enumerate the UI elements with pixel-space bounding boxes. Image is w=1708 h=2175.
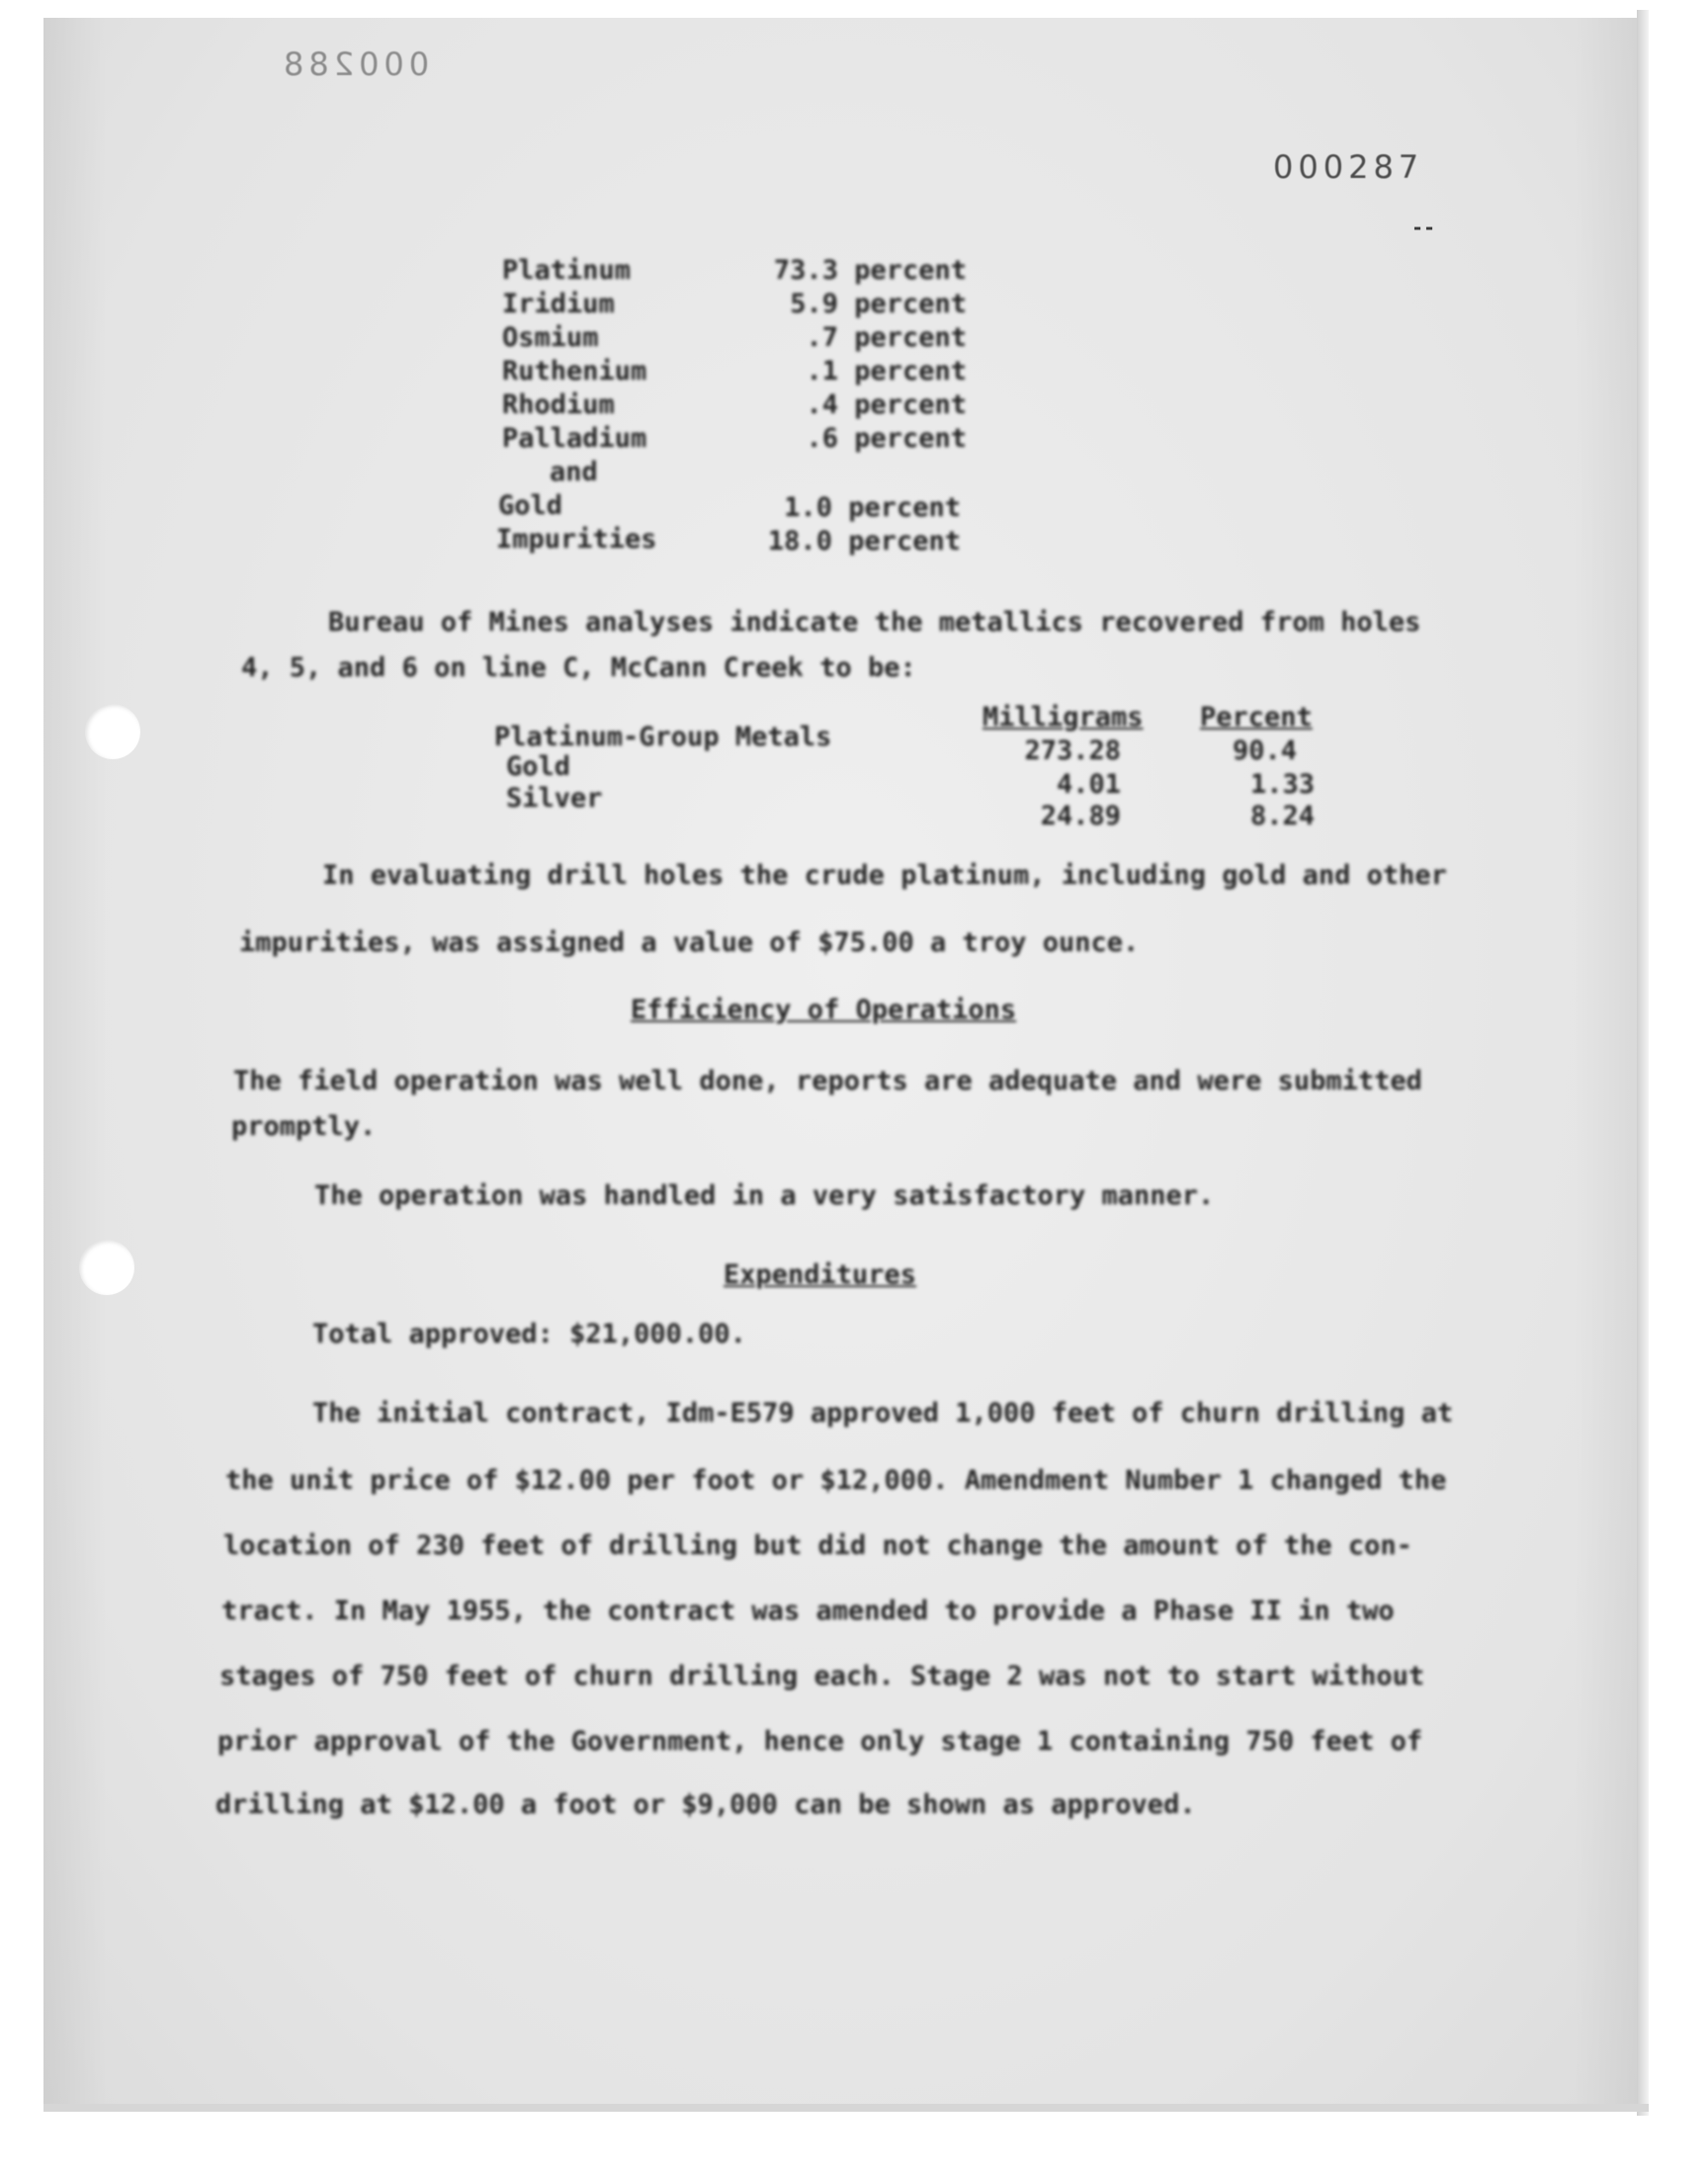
metal-name: Palladium — [502, 423, 647, 454]
table-cell-percent: 8.24 — [1249, 801, 1315, 831]
table-cell-milligrams: 24.89 — [1040, 801, 1121, 831]
expenditures-line: The initial contract, Idm-E579 approved 1,000 feet of churn drilling at — [312, 1398, 1454, 1429]
expenditures-line: location of 230 feet of drilling but did not change the amount of the con- — [223, 1530, 1412, 1561]
table-row-label: Silver — [506, 783, 603, 814]
table-cell-percent: 1.33 — [1249, 769, 1315, 800]
metal-name: Iridium — [502, 289, 615, 319]
metal-name: Gold — [498, 490, 563, 521]
evaluation-paragraph-line: In evaluating drill holes the crude platinum, including gold and other — [322, 860, 1447, 891]
table-row-label: Gold — [506, 751, 571, 782]
efficiency-paragraph-line: promptly. — [231, 1111, 377, 1142]
metal-percent: .1 percent — [806, 356, 967, 387]
expenditures-line: drilling at $12.00 a foot or $9,000 can be shown as approved. — [215, 1789, 1196, 1820]
expenditures-line: prior approval of the Government, hence only stage 1 containing 750 feet of — [217, 1726, 1423, 1757]
metal-name: Ruthenium — [502, 356, 647, 387]
metal-percent: .7 percent — [806, 322, 967, 353]
metal-percent: 18.0 percent — [767, 526, 961, 557]
table-cell-milligrams: 273.28 — [1024, 736, 1121, 766]
metal-name: Platinum — [502, 255, 632, 286]
evaluation-paragraph-line: impurities, was assigned a value of $75.00 a troy ounce. — [239, 927, 1140, 958]
metal-percent: 5.9 percent — [790, 289, 967, 319]
mirrored-stamp-number: 000288 — [279, 45, 430, 83]
metal-percent: .4 percent — [806, 390, 967, 420]
table-cell-milligrams: 4.01 — [1056, 769, 1121, 800]
page-number-stamp: 000287 — [1273, 148, 1424, 186]
expenditures-line: the unit price of $12.00 per foot or $12,000. Amendment Number 1 changed the — [225, 1465, 1447, 1496]
metal-percent: .6 percent — [806, 423, 967, 454]
metal-name: Rhodium — [502, 390, 615, 420]
expenditures-total: Total approved: $21,000.00. — [312, 1319, 746, 1349]
table-cell-percent: 90.4 — [1232, 736, 1297, 766]
punch-hole-bottom — [79, 1240, 134, 1295]
metal-percent: 1.0 percent — [784, 492, 961, 523]
efficiency-paragraph: The operation was handled in a very satisfactory manner. — [314, 1180, 1215, 1211]
metal-percent: 73.3 percent — [773, 255, 967, 286]
metal-name: Impurities — [496, 524, 657, 555]
corner-mark: -- — [1411, 216, 1436, 239]
table-header-percent: Percent — [1200, 702, 1313, 733]
table-row-label: Platinum-Group Metals — [494, 722, 832, 752]
punch-hole-top — [85, 704, 140, 759]
section-heading-expenditures: Expenditures — [724, 1260, 917, 1290]
table-header-milligrams: Milligrams — [982, 702, 1144, 733]
efficiency-paragraph-line: The field operation was well done, reports are adequate and were submitted — [233, 1066, 1422, 1096]
bureau-paragraph-line: Bureau of Mines analyses indicate the metallics recovered from holes — [328, 607, 1421, 638]
bureau-paragraph-line: 4, 5, and 6 on line C, McCann Creek to be: — [241, 652, 916, 683]
expenditures-line: tract. In May 1955, the contract was amended to provide a Phase II in two — [221, 1596, 1395, 1626]
expenditures-line: stages of 750 feet of churn drilling each. Stage 2 was not to start without — [219, 1661, 1425, 1692]
metal-name-connector: and — [550, 457, 598, 487]
sheet-edge — [1637, 10, 1649, 2116]
sheet-edge-bottom — [43, 2104, 1649, 2112]
metal-name: Osmium — [502, 322, 599, 353]
section-heading-efficiency: Efficiency of Operations — [631, 995, 1017, 1025]
